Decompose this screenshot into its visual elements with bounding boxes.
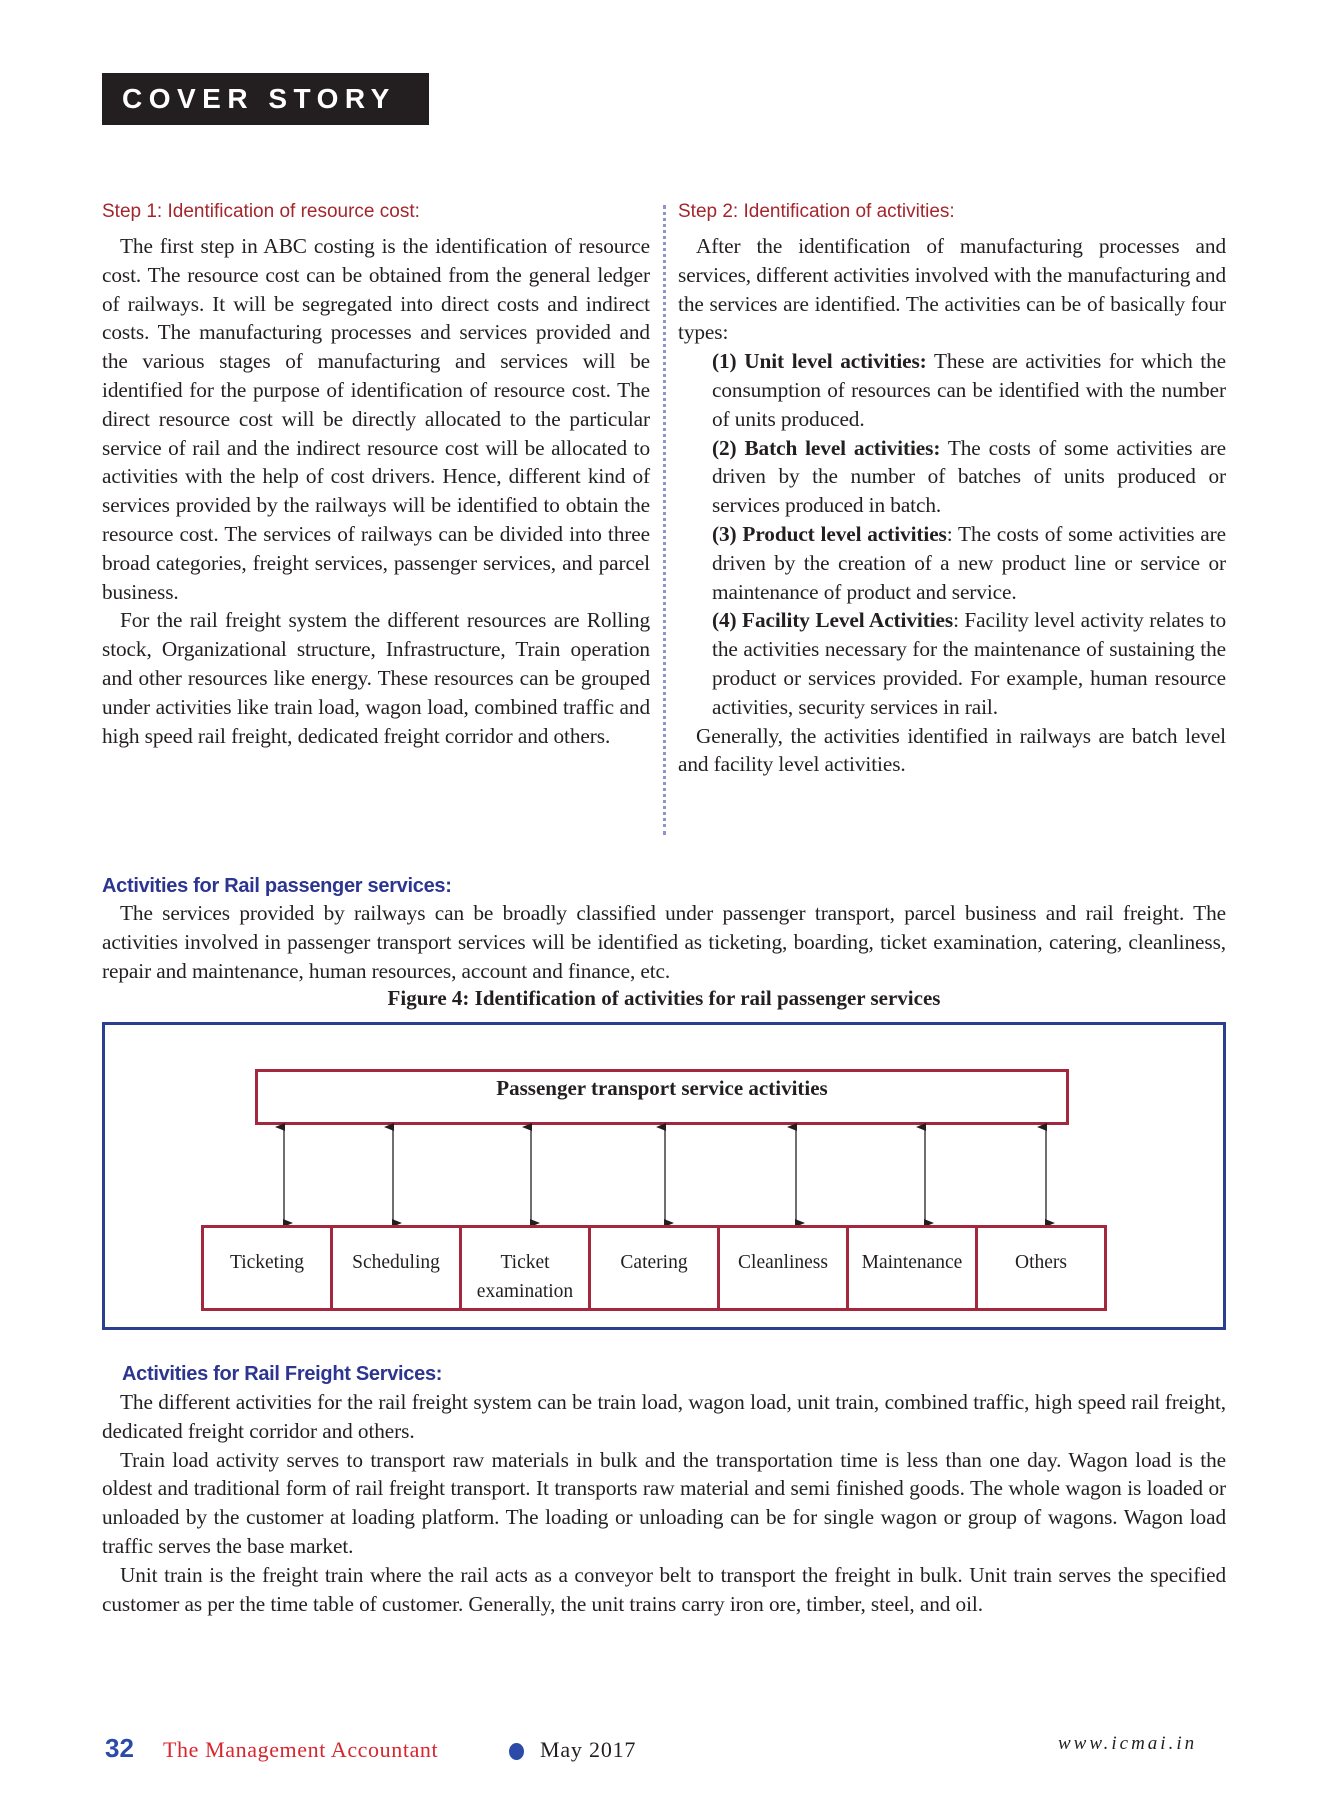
activity-box-ticketing: Ticketing [201, 1225, 333, 1311]
website-url[interactable]: www.icmai.in [1058, 1733, 1198, 1754]
activity-type-lead: (3) Product level activities [712, 521, 947, 546]
page-number: 32 [105, 1733, 134, 1763]
activity-box-maintenance: Maintenance [846, 1225, 978, 1311]
diagram-activity-row [201, 1225, 1107, 1311]
bullet-dot-icon [509, 1743, 524, 1760]
activity-box-catering: Catering [588, 1225, 720, 1311]
activity-type-product [678, 520, 1226, 606]
issue-date: May 2017 [540, 1737, 637, 1762]
activity-type-batch [678, 434, 1226, 520]
activity-box-cleanliness: Cleanliness [717, 1225, 849, 1311]
freight-section-body [102, 1388, 1226, 1618]
activity-type-text: : The costs of some activities are driven by the creation of a new product line or service or maintenance of product and service. [712, 521, 1226, 604]
passenger-section-heading: Activities for Rail passenger services: [102, 875, 452, 897]
diagram-top-box: Passenger transport service activities [255, 1069, 1069, 1125]
activity-type-text: : Facility level activity relates to the activities necessary for the maintenance of sustaining the product or services provided. For example, human resource activities, security services in rail. [712, 608, 1226, 719]
right-column [678, 198, 1226, 779]
step1-paragraph-1: The first step in ABC costing is the identification of resource cost. The resource cost can be obtained from the general ledger of railways. It will be segregated into direct costs and indirect costs. The manufacturing processes and services provided and the various stages of manufacturing and services will be identified for the purpose of identification of resource cost. The direct resource cost will be directly allocated to the particular service of rail and the indirect resource cost will be allocated to activities with the help of cost drivers. Hence, different kind of services provided by the railways will be identified to obtain the resource cost. The services of railways can be divided into three broad categories, freight services, passenger services, and parcel business. [102, 234, 650, 604]
activity-box-others: Others [975, 1225, 1107, 1311]
freight-paragraph-2: Train load activity serves to transport raw materials in bulk and the transportation time is less than one day. Wagon load is the oldest and traditional form of rail freight transport. It transports raw material and semi finished goods. The whole wagon is loaded or unloaded by the customer at loading platform. The loading or unloading can be for single wagon or group of wagons. Wagon load traffic serves the base market. [102, 1447, 1226, 1558]
step2-intro: After the identification of manufacturing processes and services, different activities involved with the manufacturing and the services are identified. The activities can be of basically four types: [678, 234, 1226, 345]
activity-box-ticket-examination: Ticket examination [459, 1225, 591, 1311]
column-divider [663, 205, 666, 835]
freight-section-heading: Activities for Rail Freight Services: [122, 1363, 443, 1385]
activity-type-lead: (2) Batch level activities: [712, 435, 941, 460]
activity-type-unit [678, 347, 1226, 433]
passenger-section-body [102, 899, 1226, 985]
freight-paragraph-3: Unit train is the freight train where the rail acts as a conveyor belt to transport the freight in bulk. Unit train serves the specified customer as per the time table of customer. Generally, the unit trains carry iron ore, timber, steel, and oil. [102, 1562, 1226, 1616]
step1-heading: Step 1: Identification of resource cost: [102, 201, 420, 222]
activity-type-lead: (1) Unit level activities: [712, 349, 927, 374]
activity-type-text: The costs of some activities are driven by the number of batches of units produced or services produced in batch. [712, 435, 1226, 518]
cover-story-banner: COVER STORY [102, 73, 429, 125]
step2-conclusion: Generally, the activities identified in railways are batch level and facility level activities. [678, 723, 1226, 777]
left-column [102, 198, 650, 750]
figure-caption: Figure 4: Identification of activities for rail passenger services [387, 986, 941, 1010]
freight-paragraph-1: The different activities for the rail freight system can be train load, wagon load, unit train, combined traffic, high speed rail freight, dedicated freight corridor and others. [102, 1390, 1226, 1443]
step2-heading: Step 2: Identification of activities: [678, 201, 955, 222]
step1-paragraph-2: For the rail freight system the different resources are Rolling stock, Organizational structure, Infrastructure, Train operation and other resources like energy. These resources can be grouped under activities like train load, wagon load, combined traffic and high speed rail freight, dedicated freight corridor and others. [102, 608, 650, 748]
activity-type-text: These are activities for which the consumption of resources can be identified with the number of units produced. [712, 349, 1227, 431]
passenger-paragraph: The services provided by railways can be broadly classified under passenger transport, parcel business and rail freight. The activities involved in passenger transport services will be identified as ticketing, boarding, ticket examination, catering, cleanliness, repair and maintenance, human resources, account and finance, etc. [102, 901, 1226, 983]
publication-title: The Management Accountant [163, 1737, 439, 1762]
activity-type-lead: (4) Facility Level Activities [712, 608, 954, 633]
activity-type-facility [678, 606, 1226, 721]
activity-box-scheduling: Scheduling [330, 1225, 462, 1311]
